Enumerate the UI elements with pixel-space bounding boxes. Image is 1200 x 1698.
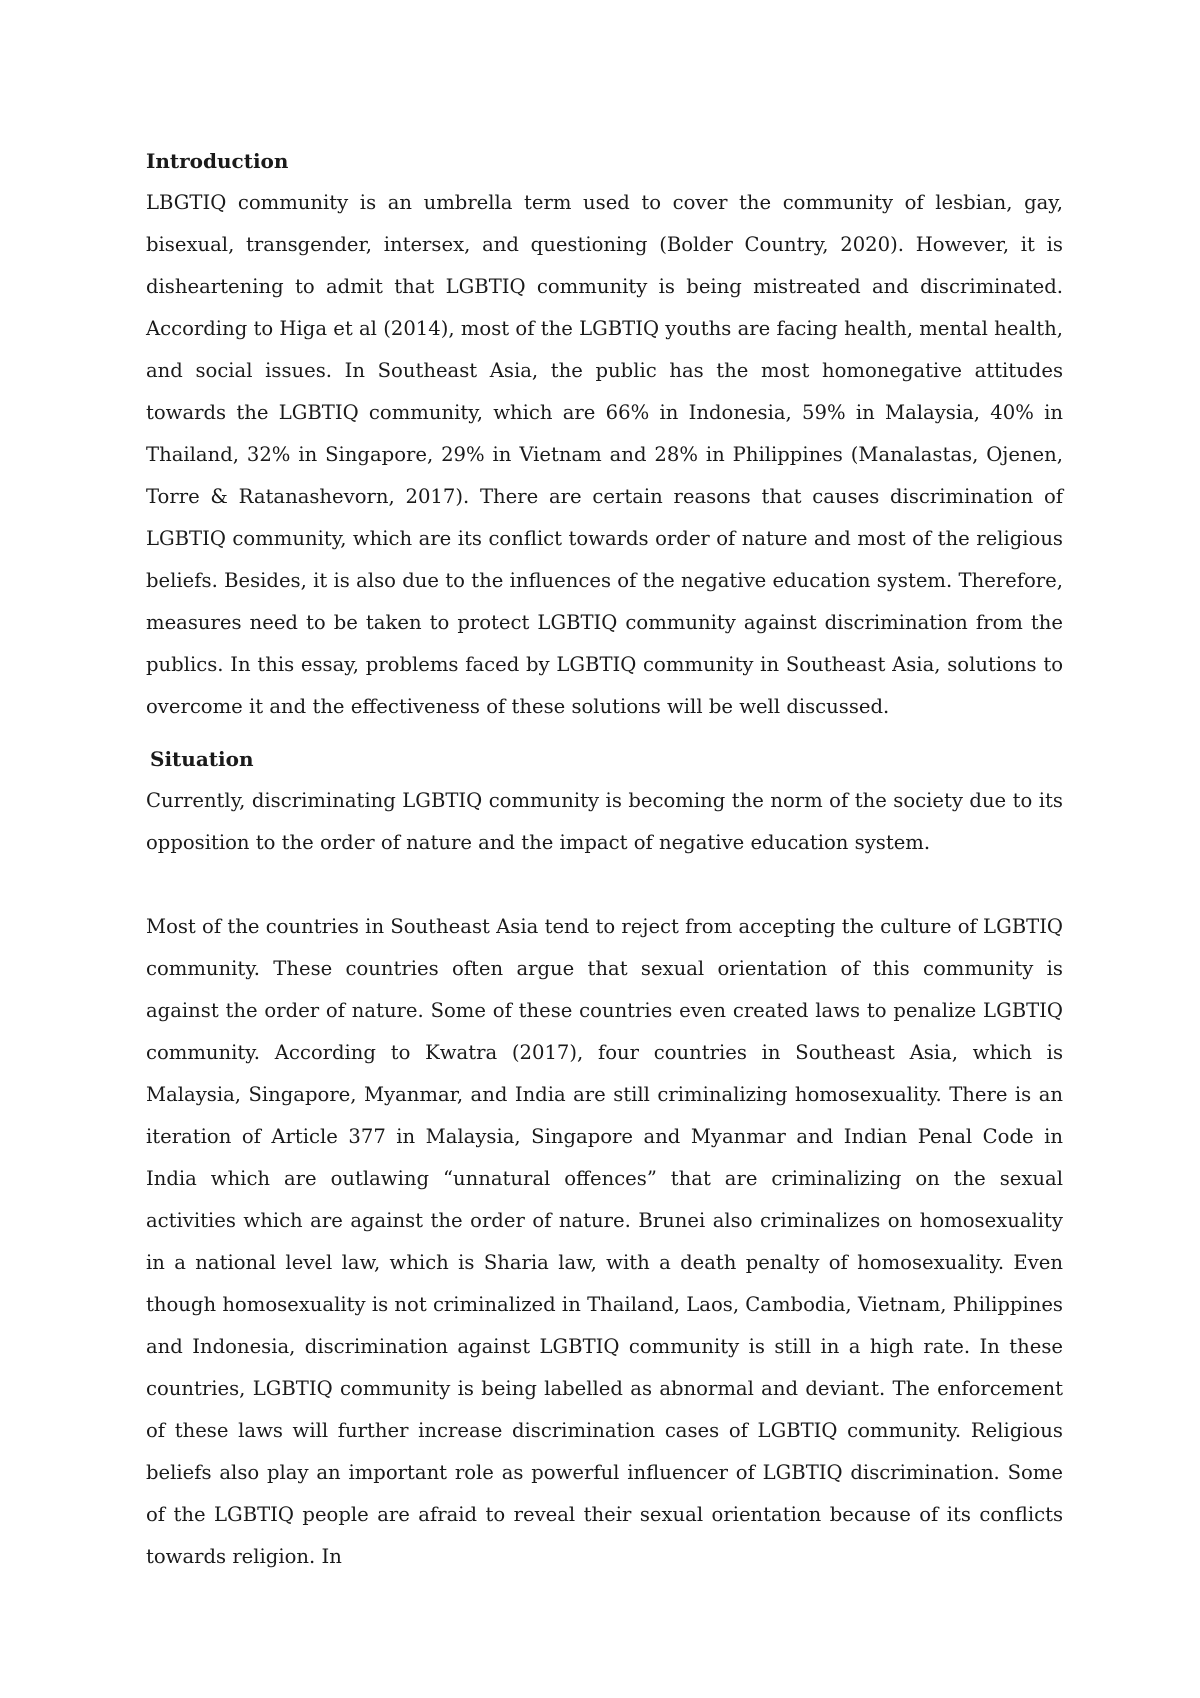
situation-heading: Situation (150, 747, 254, 771)
situation-paragraph-1: Currently, discriminating LGBTIQ community is becoming the norm of the society due to its opposition to the order of nature and the impact of negative education system. (146, 789, 1063, 854)
intro-heading: Introduction (146, 149, 289, 173)
document-body (146, 140, 1063, 1578)
intro-paragraph: LBGTIQ community is an umbrella term used to cover the community of lesbian, gay, bisexual, transgender, intersex, and questioning (Bolder Country, 2020). However, it is disheartening to admit that LGBTIQ community is being mistreated and discriminated. According to Higa et al (2014), most of the LGBTIQ youths are facing health, mental health, and social issues. In Southeast Asia, the public has the most homonegative attitudes towards the LGBTIQ community, which are 66% in Indonesia, 59% in Malaysia, 40% in Thailand, 32% in Singapore, 29% in Vietnam and 28% in Philippines (Manalastas, Ojenen, Torre & Ratanashevorn, 2017). There are certain reasons that causes discrimination of LGBTIQ community, which are its conflict towards order of nature and most of the religious beliefs. Besides, it is also due to the influences of the negative education system. Therefore, measures need to be taken to protect LGBTIQ community against discrimination from the publics. In this essay, problems faced by LGBTIQ community in Southeast Asia, solutions to overcome it and the effectiveness of these solutions will be well discussed. (146, 191, 1063, 718)
situation-paragraph-2: Most of the countries in Southeast Asia tend to reject from accepting the culture of LGBTIQ community. These countries often argue that sexual orientation of this community is against the order of nature. Some of these countries even created laws to penalize LGBTIQ community. According to Kwatra (2017), four countries in Southeast Asia, which is Malaysia, Singapore, Myanmar, and India are still criminalizing homosexuality. There is an iteration of Article 377 in Malaysia, Singapore and Myanmar and Indian Penal Code in India which are outlawing “unnatural offences” that are criminalizing on the sexual activities which are against the order of nature. Brunei also criminalizes on homosexuality in a national level law, which is Sharia law, with a death penalty of homosexuality. Even though homosexuality is not criminalized in Thailand, Laos, Cambodia, Vietnam, Philippines and Indonesia, discrimination against LGBTIQ community is still in a high rate. In these countries, LGBTIQ community is being labelled as abnormal and deviant. The enforcement of these laws will further increase discrimination cases of LGBTIQ community. Religious beliefs also play an important role as powerful influencer of LGBTIQ discrimination. Some of the LGBTIQ people are afraid to reveal their sexual orientation because of its conflicts towards religion. In (146, 915, 1063, 1568)
